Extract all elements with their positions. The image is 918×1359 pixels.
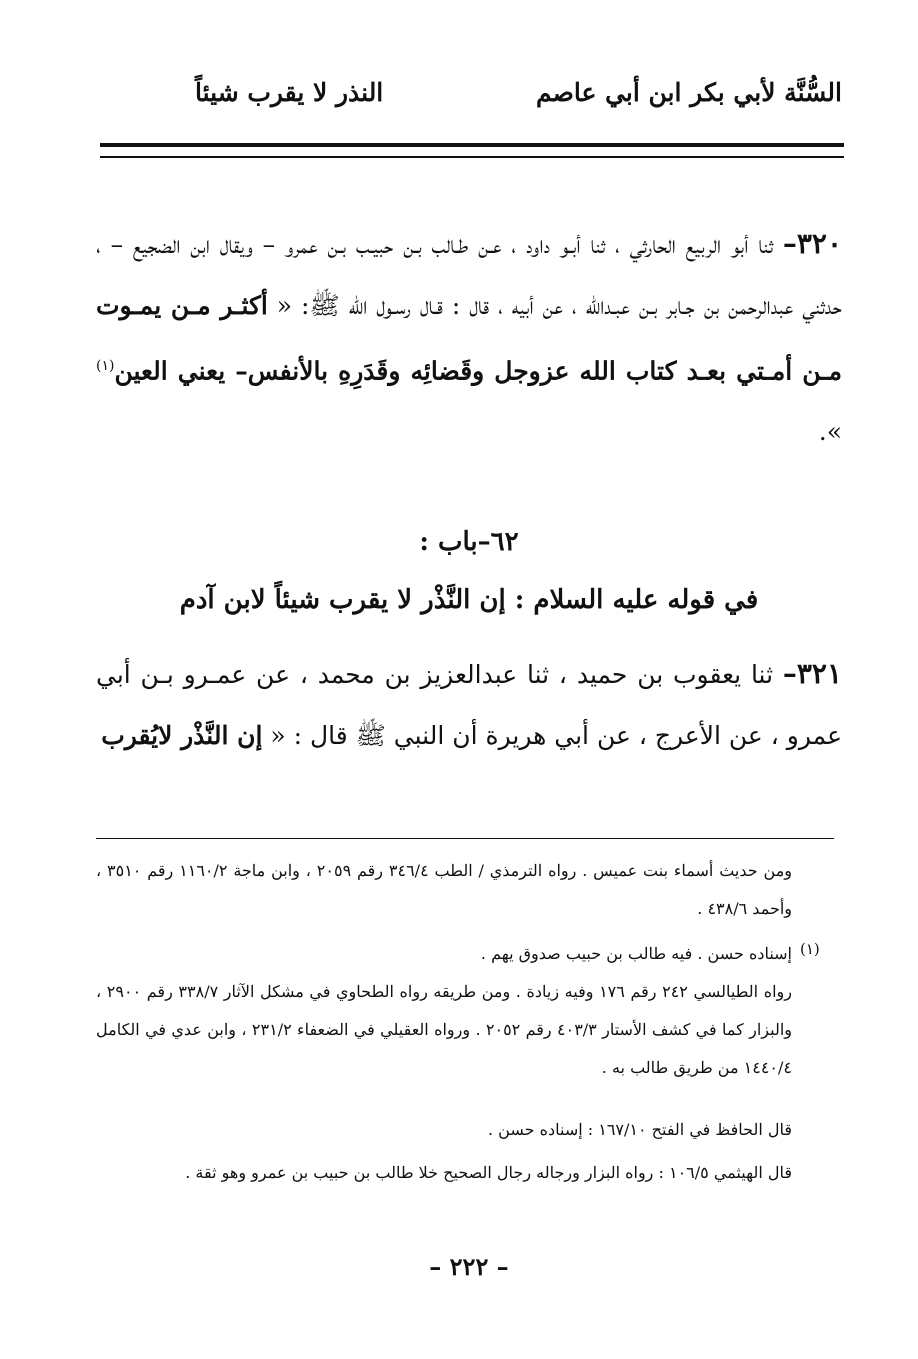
header-rule-thick (100, 143, 844, 147)
footnote-line: إسناده حسن . فيه طالب بن حبيب صدوق يهم . (480, 944, 792, 963)
page-number: – ٢٢٢ – (429, 1252, 509, 1281)
hadith-321 (96, 643, 842, 766)
hadith-number: ٣٢١– (782, 657, 842, 690)
header-rule-thin (100, 156, 844, 158)
hadith-number: ٣٢٠– (782, 227, 842, 260)
hadith-isnad: ثنا يعقوب بن حميد ، ثنا عبدالعزيز بن محمد ، عن عمـرو بـن أبي عمرو ، عن الأعرج ، عن أبي هريرة أن النبي ﷺ قال : « (96, 660, 842, 750)
book-title: السُّنَّة لأبي بكر ابن أبي عاصم (535, 78, 842, 107)
footnote-continuation: ومن حديث أسماء بنت عميس . رواه الترمذي / الطب ٣٤٦/٤ رقم ٢٠٥٩ ، وابن ماجة ١١٦٠/٢ رقم ٣٥١٠ ، وأحمد ٤٣٨/٦ . (96, 861, 792, 918)
footnote-line: قال الحافظ في الفتح ١٦٧/١٠ : إسناده حسن . (488, 1120, 792, 1139)
footnote-separator (96, 838, 834, 839)
footnote-reference: (١) (96, 358, 115, 374)
footnote-line: رواه الطيالسي ٢٤٢ رقم ١٧٦ وفيه زيادة . ومن طريقه رواه الطحاوي في مشكل الآثار ٣٣٨/٧ رقم ٢٩٠٠ ، والبزار كما في كشف الأستار ٤٠٣/٣ رقم ٢٠٥٢ . ورواه العقيلي في الضعفاء ٢٣١/٢ ، وابن عدي في الكامل ١٤٤٠/٤ من طريق طالب به . (96, 982, 793, 1077)
hadith-320 (96, 213, 842, 462)
chapter-heading: في قوله عليه السلام : إن النَّذْر لا يقرب شيئاً لابن آدم (179, 585, 759, 615)
chapter-number: ٦٢–باب : (419, 527, 519, 557)
hadith-matn: إن النَّذْر لايُقرب (101, 721, 263, 750)
footnote-marker: (١) (800, 940, 820, 958)
hadith-closing: ». (818, 417, 842, 447)
running-header (100, 78, 842, 118)
hadith-matn: أكثـر مـن يمـوت مـن أمـتي بعـد كتاب الله عزوجل وقَضائِه وقَدَرِهِ بالأنفس– يعني العين (96, 291, 842, 386)
footnote-line: قال الهيثمي ١٠٦/٥ : رواه البزار ورجاله رجال الصحيح خلا طالب بن حبيب بن عمرو وهو ثقة . (185, 1163, 792, 1182)
chapter-title: النذر لا يقرب شيئاً (195, 78, 384, 107)
hadith-isnad: ثنا أبو الربيع الحارثي ، ثنا أبـو داود ، عـن طـالب بـن حبيـب بـن عمرو – ويقال ابن الضجيع – ، حدثني عبدالرحمن بن جـابر بـن عبـدالله ، عن أبيه ، قال : قـال رسـول الله ﷺ: « (96, 230, 842, 320)
